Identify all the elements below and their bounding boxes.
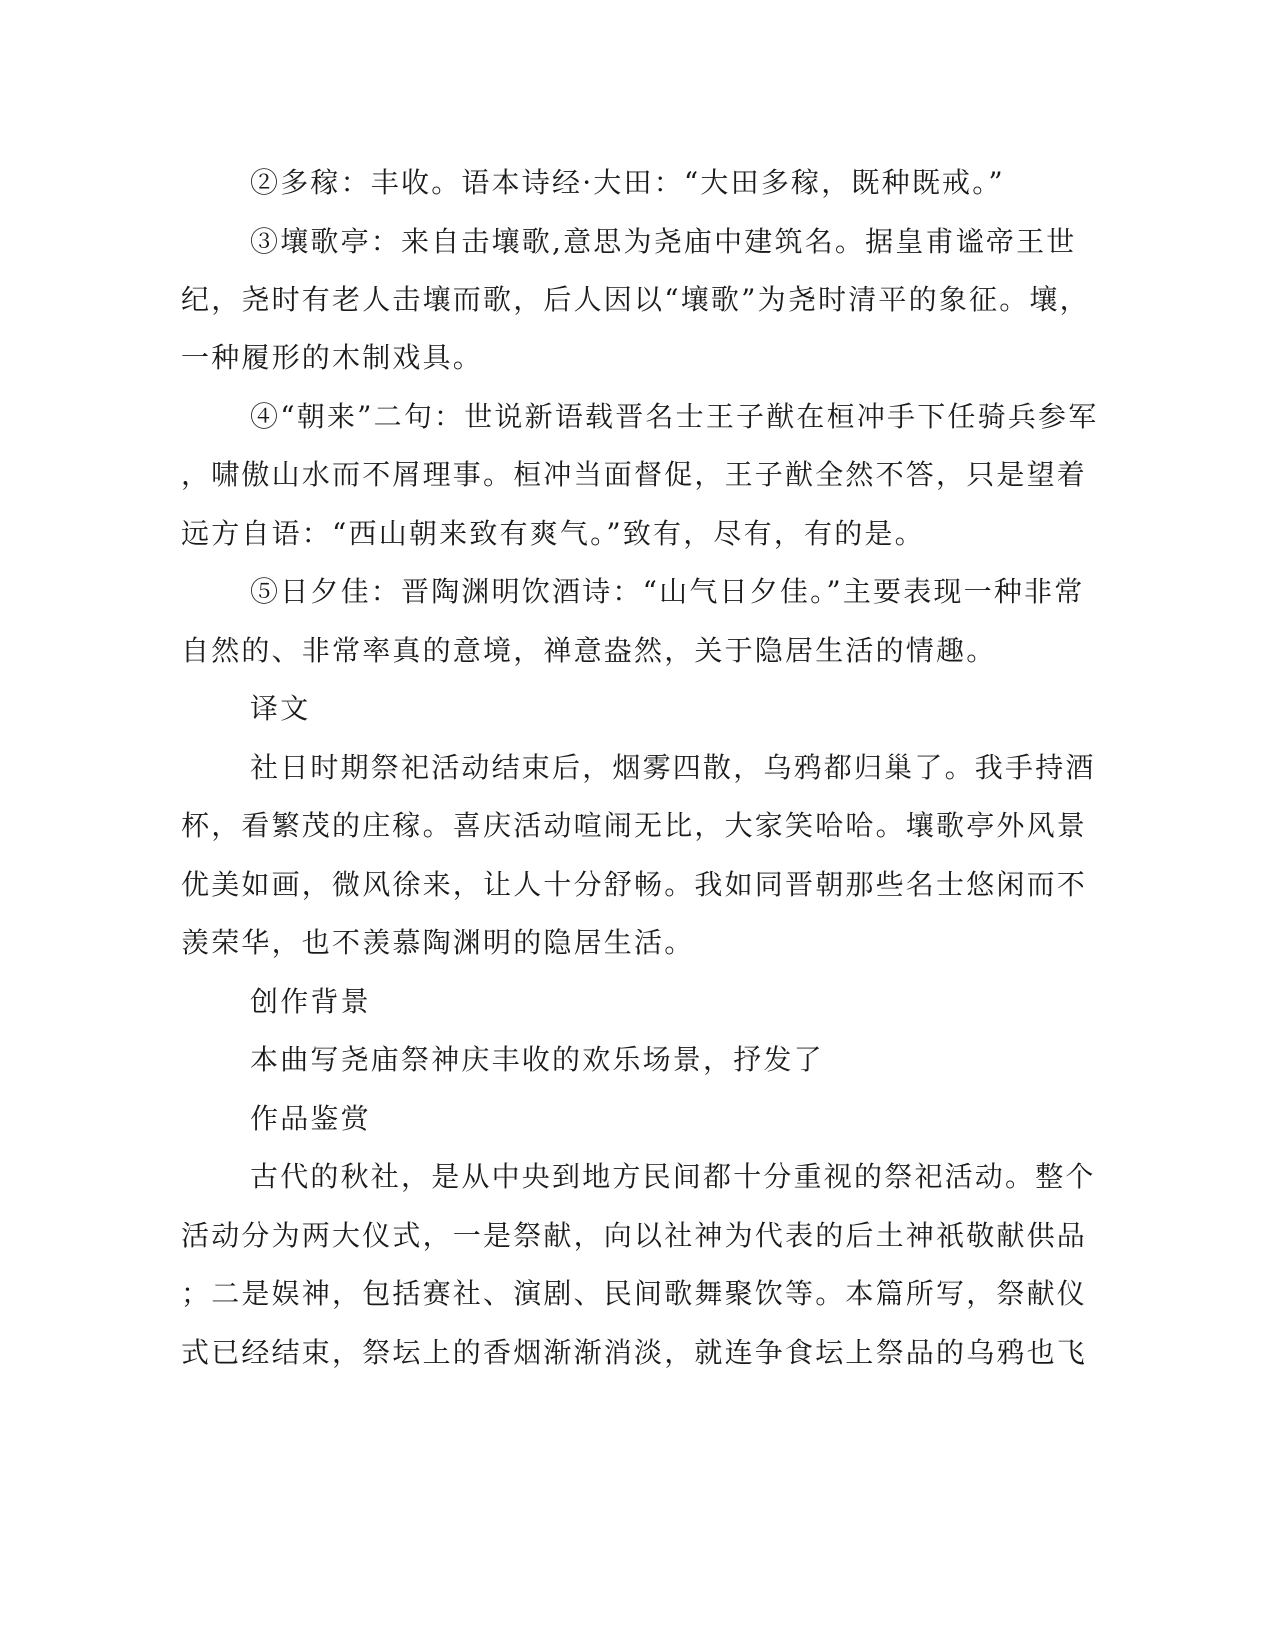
background-line-1: 本曲写尧庙祭神庆丰收的欢乐场景，抒发了 [250, 1043, 824, 1076]
note-4-line-3: 远方自语：“西山朝来致有爽气。”致有，尽有，有的是。 [181, 517, 925, 550]
note-2-line-1: ②多稼：丰收。语本诗经·大田：“大田多稼，既种既戒。” [250, 166, 1005, 199]
note-4-line-2: ，啸傲山水而不屑理事。桓冲当面督促，王子猷全然不答，只是望着 [181, 458, 1088, 491]
note-3-line-3: 一种履形的木制戏具。 [181, 341, 484, 374]
translation-line-4: 羡荣华，也不羡慕陶渊明的隐居生活。 [181, 926, 695, 959]
note-3-line-1: ③壤歌亭：来自击壤歌,意思为尧庙中建筑名。据皇甫谧帝王世 [250, 225, 1077, 258]
note-3-line-2: 纪，尧时有老人击壤而歌，后人因以“壤歌”为尧时清平的象征。壤， [181, 283, 1090, 316]
appreciation-line-1: 古代的秋社，是从中央到地方民间都十分重视的祭祀活动。整个 [250, 1160, 1096, 1193]
appreciation-line-4: 式已经结束，祭坛上的香烟渐渐消淡，就连争食坛上祭品的乌鸦也飞 [181, 1336, 1088, 1369]
heading-translation: 译文 [250, 692, 311, 725]
note-5-line-2: 自然的、非常率真的意境，禅意盎然，关于隐居生活的情趣。 [181, 634, 997, 667]
note-4-line-1: ④“朝来”二句：世说新语载晋名士王子猷在桓冲手下任骑兵参军 [250, 400, 1099, 433]
appreciation-line-2: 活动分为两大仪式，一是祭献，向以社神为代表的后土神祇敬献供品 [181, 1219, 1088, 1252]
translation-line-3: 优美如画，微风徐来，让人十分舒畅。我如同晋朝那些名士悠闲而不 [181, 868, 1088, 901]
heading-background: 创作背景 [250, 985, 371, 1018]
translation-line-1: 社日时期祭祀活动结束后，烟雾四散，乌鸦都归巢了。我手持酒 [250, 751, 1096, 784]
heading-appreciation: 作品鉴赏 [250, 1102, 371, 1135]
translation-line-2: 杯，看繁茂的庄稼。喜庆活动喧闹无比，大家笑哈哈。壤歌亭外风景 [181, 809, 1088, 842]
appreciation-line-3: ；二是娱神，包括赛社、演剧、民间歌舞聚饮等。本篇所写，祭献仪 [181, 1277, 1088, 1310]
note-5-line-1: ⑤日夕佳：晋陶渊明饮酒诗：“山气日夕佳。”主要表现一种非常 [250, 575, 1085, 608]
